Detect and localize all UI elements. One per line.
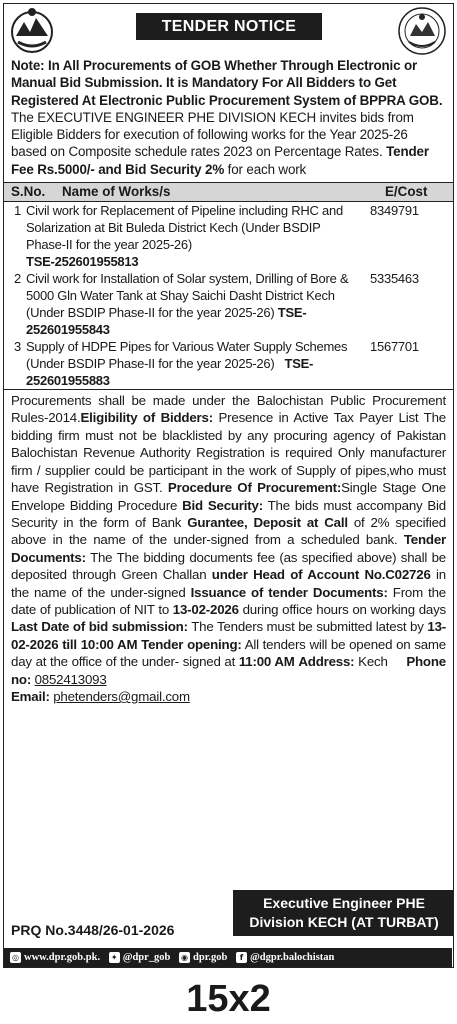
- estimated-cost: 1567701: [370, 339, 419, 355]
- phone-value[interactable]: 0852413093: [34, 671, 107, 687]
- tse-number: TSE-252601955883: [26, 356, 314, 389]
- prq-number: PRQ No.3448/26-01-2026: [11, 922, 175, 938]
- last-date-text: The Tenders must be submitted latest by: [187, 619, 428, 635]
- guarantee-text: Gurantee, Deposit at Call: [187, 514, 348, 530]
- row-number: 3: [14, 339, 21, 355]
- facebook-handle: @dgpr.balochistan: [250, 952, 335, 963]
- opening-time: 11:00 AM: [238, 654, 295, 670]
- twitter-handle: @dpr_gob: [122, 952, 171, 963]
- footer-twitter[interactable]: [103, 948, 171, 967]
- facebook-icon: f: [236, 952, 247, 963]
- notice-title: TENDER NOTICE: [136, 13, 322, 40]
- opening-text: All tenders will be opened on same day at the office of the under- signed at: [11, 636, 446, 670]
- signature-division: Division KECH (AT TURBAT): [249, 914, 439, 930]
- intro-paragraph: [4, 56, 453, 178]
- row-number: 1: [14, 203, 21, 219]
- signature-block: [233, 890, 454, 936]
- tse-number: TSE-252601955813: [26, 254, 139, 270]
- issuance-date: 13-02-2026: [172, 601, 239, 617]
- work-text: Supply of HDPE Pipes for Various Water Supply Schemes (Under BSDIP Phase-II for the year 2025-26): [26, 339, 348, 372]
- estimated-cost: 8349791: [370, 203, 419, 219]
- instagram-icon: ◉: [179, 952, 190, 963]
- last-date-value: 13-02-2026 till 10:00 AM: [11, 619, 446, 652]
- work-text: Civil work for Replacement of Pipeline including RHC and Solarization at Bit Buleda District Kech (Under BSDIP Phase-II for the year 2025-26): [26, 203, 343, 253]
- works-table-header: [4, 183, 453, 202]
- globe-icon: ◎: [10, 952, 21, 963]
- opening-label: Tender opening:: [137, 636, 242, 652]
- head-of-account: under Head of Account No.C02726: [211, 567, 431, 583]
- address-value: Kech: [354, 654, 388, 670]
- work-description: [26, 202, 361, 270]
- bid-security-label: Bid Security:: [182, 497, 263, 513]
- email-label: Email:: [11, 688, 50, 704]
- work-description: [26, 270, 361, 338]
- address-label: Address:: [298, 654, 355, 670]
- department-logo-icon: [10, 6, 54, 54]
- tender-notice: [3, 3, 454, 968]
- tse-number: TSE-252601955843: [26, 305, 307, 338]
- estimated-cost: 5335463: [370, 271, 419, 287]
- signature-title: Executive Engineer PHE: [263, 895, 425, 911]
- website-text: www.dpr.gob.pk.: [24, 952, 101, 963]
- tender-fee: Tender Fee Rs.5000/- and Bid Security 2%: [11, 144, 429, 177]
- phone-label: Phone no:: [11, 654, 446, 687]
- twitter-icon: ✦: [109, 952, 120, 963]
- issuance-label: Issuance of tender Documents:: [190, 584, 388, 600]
- bank-text: of 2% specified above in the name of the under-signed from a scheduled bank.: [11, 514, 447, 548]
- email-link[interactable]: phetenders@gmail.com: [53, 688, 190, 704]
- row-number: 2: [14, 271, 21, 287]
- tender-documents-text: The The bidding documents fee (as specified above) shall be deposited through Green Challan: [11, 549, 446, 583]
- header-name-of-works: Name of Works/s: [62, 184, 171, 200]
- office-hours-text: during office hours on working days: [238, 601, 446, 617]
- terms-paragraph: [4, 390, 453, 705]
- eligibility-label: Eligibility of Bidders:: [80, 410, 213, 426]
- footer-bar: [4, 948, 452, 967]
- eligibility-text: Presence in Active Tax Payer List The bidding firm must not be blacklisted by any procuring agency of Pakistan Balochistan Revenue Authority Registration is required Only manufacturer firm / supplier could be participant in the work of Supply of pipes,who must have Registration in GST.: [11, 410, 446, 496]
- instagram-handle: dpr.gob: [193, 952, 228, 963]
- ad-size-label: 15x2: [186, 978, 271, 1020]
- tender-documents-label: Tender Documents:: [11, 532, 446, 565]
- bid-security-text: The bids must accompany Bid Security in the form of Bank: [11, 497, 446, 530]
- government-seal-icon: [397, 6, 447, 56]
- footer-website[interactable]: [4, 948, 100, 967]
- table-row: [4, 338, 453, 389]
- work-description: [26, 338, 361, 389]
- issuance-text: From the date of publication of NIT to: [11, 584, 446, 617]
- header-estimated-cost: E/Cost: [385, 184, 428, 200]
- notice-header: [4, 4, 453, 56]
- intro-text: The EXECUTIVE ENGINEER PHE DIVISION KECH invites bids from Eligible Bidders for execution of following works for the Year 2025-26 based on Composite schedule rates 2023 on Percentage Rates.: [11, 109, 414, 160]
- footer-instagram[interactable]: [173, 948, 227, 967]
- procedure-label: Procedure Of Procurement:: [167, 480, 342, 496]
- intro-note: Note: In All Procurements of GOB Whether Through Electronic or Manual Bid Submission. It is Mandatory For All Bidders to Get Registered At Electronic Public Procurement System of BPPRA GOB.: [11, 58, 443, 108]
- table-row: [4, 202, 453, 270]
- table-row: [4, 270, 453, 338]
- works-table: [4, 182, 453, 390]
- work-text: Civil work for Installation of Solar system, Drilling of Bore & 5000 Gln Water Tank at Shay Saichi Dasht District Kech (Under BSDIP Phase-II for the year 2025-26): [26, 271, 349, 321]
- last-date-label: Last Date of bid submission:: [11, 619, 188, 635]
- intro-tail: for each work: [224, 161, 307, 177]
- footer-facebook[interactable]: [230, 948, 334, 967]
- rules-text: Procurements shall be made under the Balochistan Public Procurement Rules-2014.: [11, 393, 446, 426]
- procedure-text: Single Stage One Envelope Bidding Procedure: [11, 480, 446, 513]
- undersigned-text: in the name of the under-signed: [11, 567, 446, 600]
- header-sno: S.No.: [11, 184, 46, 200]
